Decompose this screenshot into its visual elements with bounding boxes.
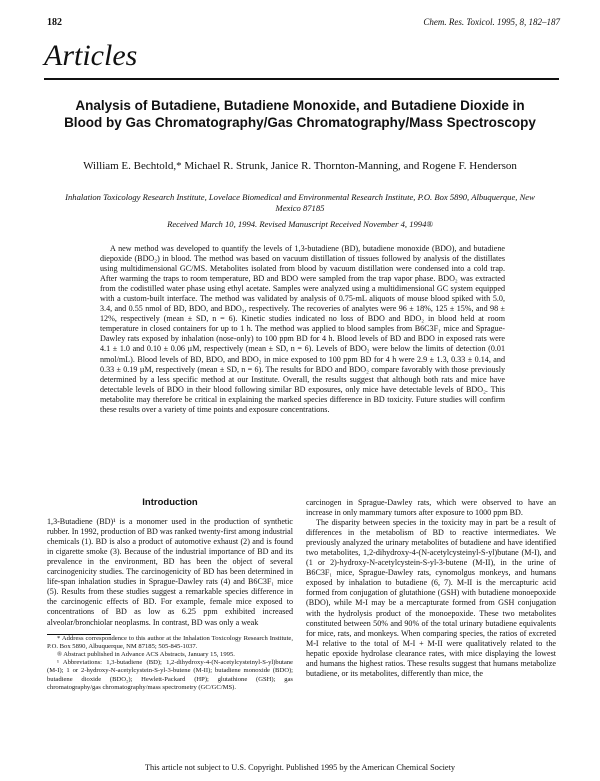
author-list: William E. Bechtold,* Michael R. Strunk, Janice R. Thornton-Manning, and Rogene F. Henderson: [83, 160, 517, 172]
running-header: Chem. Res. Toxicol. 1995, 8, 182–187: [423, 17, 560, 27]
received-dates: Received March 10, 1994. Revised Manuscript Received November 4, 1994®: [167, 219, 433, 229]
abstract: A new method was developed to quantify the levels of 1,3-butadiene (BD), butadiene monoxide (BDO), and butadiene diepoxide (BDO₂) in blood. The method was based on vacuum distillation of tissues followed by analysis of the distillates using multidimensional GC/MS. Metabolites isolated from blood by vacuum distillation were condensed into a cold trap. After warming the traps to room temperature, BD and BDO were sampled from the trap vapor phase. BDO₂ was extracted from the codistilled water phase using ethyl acetate. Samples were analyzed using a multidimensional GC system equipped with a custom-built interface. The method was validated by analysis of 0.75-mL aliquots of mouse blood spiked with 5.0, 3.4, and 0.55 nmol of BD, BDO, and BDO₂, respectively. The recoveries of analytes were 96 ± 18%, 125 ± 15%, and 98 ± 12%, respectively (mean ± SD, n = 6). Kinetic studies indicated no loss of BDO and BDO₂ in blood held at room temperature in closed containers for up to 1 h. The method was applied to blood samples from B6C3F₁ mice and Sprague-Dawley rats exposed by inhalation (nose-only) to 100 ppm BD for 4 h. Blood levels of BD and BDO in exposed rats were 4.1 ± 1.0 and 0.10 ± 0.06 µM, respectively (mean ± SD, n = 6). Levels of BDO₂ were below the limits of detection (0.01 nmol/mL). Blood levels of BD, BDO, and BDO₂ in mice exposed to 100 ppm BD for 4 h were 2.9 ± 1.3, 0.33 ± 0.14, and 0.33 ± 0.19 µM, respectively (mean ± SD, n = 6). The results for BDO and BDO₂ compare favorably with those previously determined by a less specific method at our Institute. Overall, the results suggest that although both rats and mice have detectable levels of BDO in their blood following similar BD exposures, only mice have detectable levels of BDO₂. This metabolite may therefore be critical in explaining the marked species difference in BD toxicity. Future studies will confirm these results over a variety of time points and exposure concentrations.: [100, 244, 505, 414]
section-title: Articles: [44, 39, 138, 72]
body-paragraph: The disparity between species in the toxicity may in part be a result of differences in the metabolism of BD to reactive intermediates. We previously analyzed the urinary metabolites of butadiene and have identified two metabolites, 1,2-dihydroxy-4-(N-acetylcysteinyl-S-yl)butane (M-I), and (1 or 2)-hydroxy-N-acetylcystein-S-yl-3-butene (M-II), in the urine of B6C3F₁ mice, Sprague-Dawley rats, cynomolgus monkeys, and humans exposed by inhalation to butadiene (6, 7). M-II is the mercapturic acid formed from conjugation of glutathione (GSH) with butadiene monoepoxide (BDO), while M-I may be a mercapturate formed from GSH conjugation with the hydrolysis product of the monoepoxide. These two metabolites constituted between 50% and 90% of the total urinary butadiene equivalents for mice, rats, and monkeys. When comparing species, the ratios of excreted M-I relative to the total of M-I + M-II were qualitatively related to the hepatic epoxide hydrolase clearance rates, with mice displaying the lowest and humans the highest ratios. These results suggest that humans metabolize butadiene, or its metabolites, differently than mice, the: [306, 518, 556, 678]
footnote-abbreviations: ¹ Abbreviations: 1,3-butadiene (BD); 1,2-dihydroxy-4-(N-acetylcysteinyl-S-yl)butane (M-I); 1 or 2-hydroxy-N-acetylcystein-S-yl-3-butene (M-II); butadiene monoxide (BDO); butadiene dioxide (BDO₂); Hewlett-Packard (HP); glutathione (GSH); gas chromatography/gas chromatography/mass spectrometry (GC/GC/MS).: [47, 659, 293, 691]
paper-title: Analysis of Butadiene, Butadiene Monoxide, and Butadiene Dioxide in Blood by Gas Chromatography/Gas Chromatography/Mass Spectroscopy: [64, 98, 536, 130]
page-number: 182: [47, 17, 62, 28]
copyright-footer: This article not subject to U.S. Copyright. Published 1995 by the American Chemical Society: [144, 763, 456, 772]
right-column: [306, 498, 556, 679]
introduction-heading: Introduction: [142, 497, 198, 508]
footnote-abstract-published: ® Abstract published in Advance ACS Abstracts, January 15, 1995.: [57, 650, 235, 658]
affiliation: Inhalation Toxicology Research Institute, Lovelace Biomedical and Environmental Research Institute, P.O. Box 5890, Albuquerque, New Mexico 87185: [65, 192, 535, 213]
intro-paragraph: 1,3-Butadiene (BD)¹ is a monomer used in the production of synthetic rubber. In 1992, production of BD was ranked twenty-first among industrial chemicals (1). BD is also a product of automotive exhaust (2) and is found in cigarette smoke (3). Because of the industrial importance of BD and its prevalence in the environment, BD has been the object of several carcinogenicity studies. The carcinogenicity of BD has been determined in life-span inhalation studies in Sprague-Dawley rats (4) and B6C3F₁ mice (5). Results from these studies suggest a remarkable species difference in the carcinogenic effects of BD. For example, female mice exposed to concentrations of BD as low as 6.25 ppm exhibited increased alveolar/bronchiolar neoplasms. In contrast, BD was only a weak: [47, 517, 293, 627]
footnote-correspondence: * Address correspondence to this author at the Inhalation Toxicology Research Institute, P.O. Box 5890, Albuquerque, NM 87185; 505-845-1037.: [47, 634, 293, 650]
left-column: [47, 498, 293, 692]
header-rule: [44, 78, 559, 80]
body-paragraph: carcinogen in Sprague-Dawley rats, which were observed to have an increase in only mammary tumors after exposure to 1000 ppm BD.: [306, 498, 556, 518]
